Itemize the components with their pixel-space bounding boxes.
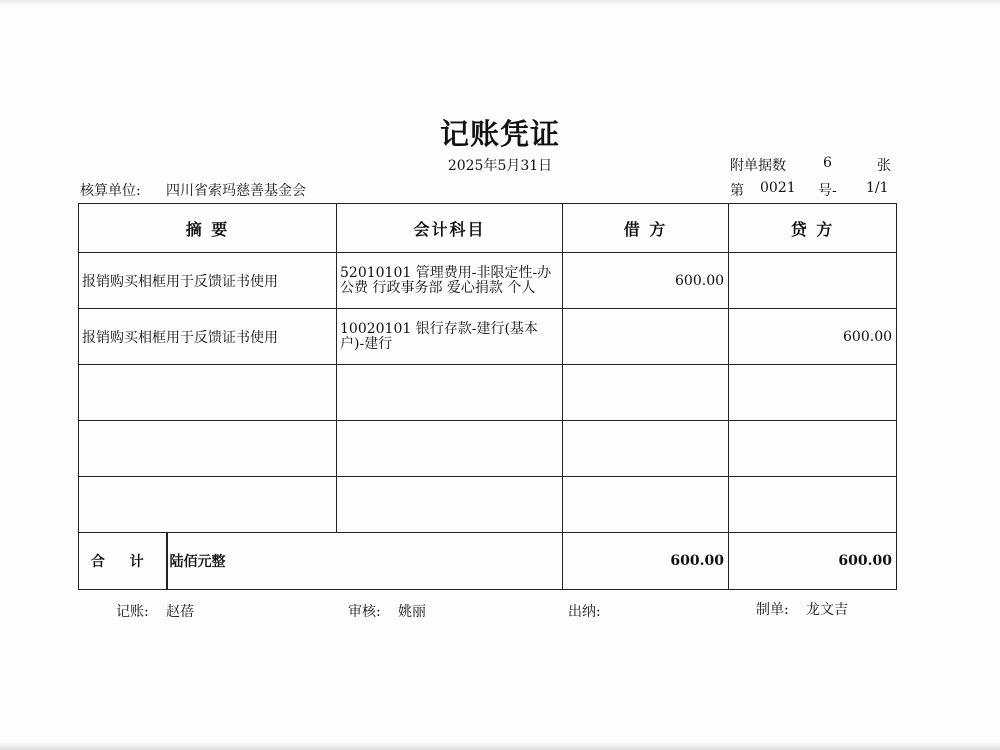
- unit-name: 四川省索玛慈善基金会: [166, 183, 306, 199]
- reviewer-name: 姚丽: [398, 604, 426, 620]
- row-summary: 报销购买相框用于反馈证书使用: [79, 309, 337, 365]
- row-credit: [729, 421, 897, 477]
- table-row: [79, 253, 897, 309]
- row-credit: [729, 365, 897, 421]
- attachment-label: 附单据数: [730, 158, 786, 174]
- voucher-table: [78, 203, 897, 590]
- row-subject: 52010101 管理费用-非限定性-办公费 行政事务部 爱心捐款 个人: [337, 253, 563, 309]
- cashier-label: 出纳:: [568, 604, 601, 620]
- total-row: [79, 533, 897, 590]
- voucher-no-label: 第: [730, 183, 744, 199]
- table-row: [79, 421, 897, 477]
- row-debit: [563, 477, 729, 533]
- row-summary: [79, 421, 337, 477]
- voucher-no-suffix: 号-: [818, 183, 837, 199]
- row-subject: [337, 477, 563, 533]
- total-label: 合 计: [79, 533, 167, 590]
- row-debit: [563, 365, 729, 421]
- attachment-count: 6: [823, 155, 832, 171]
- row-summary: 报销购买相框用于反馈证书使用: [79, 253, 337, 309]
- preparer-label: 制单:: [756, 602, 789, 618]
- row-summary: [79, 477, 337, 533]
- voucher-title: 记账凭证: [439, 117, 560, 151]
- row-credit: [729, 477, 897, 533]
- voucher-no: 0021: [760, 180, 796, 196]
- bookkeeper-name: 赵蓓: [166, 604, 194, 620]
- row-debit: [563, 421, 729, 477]
- table-row: [79, 365, 897, 421]
- unit-label: 核算单位:: [80, 183, 141, 199]
- total-credit: 600.00: [729, 533, 897, 590]
- total-amount-words: 陆佰元整: [167, 533, 563, 590]
- row-subject: [337, 365, 563, 421]
- header-subject: 会计科目: [337, 204, 563, 253]
- page-indicator: 1/1: [866, 180, 889, 196]
- preparer-name: 龙文吉: [806, 602, 848, 618]
- header-summary: 摘 要: [79, 204, 337, 253]
- scan-edge-top: [0, 0, 1000, 6]
- table-row: [79, 309, 897, 365]
- row-debit: [563, 309, 729, 365]
- row-subject: [337, 421, 563, 477]
- table-row: [79, 477, 897, 533]
- total-debit: 600.00: [563, 533, 729, 590]
- row-credit: 600.00: [729, 309, 897, 365]
- reviewer-label: 审核:: [348, 604, 381, 620]
- scan-edge-bottom: [0, 742, 1000, 750]
- table-header-row: [79, 204, 897, 253]
- bookkeeper-label: 记账:: [116, 604, 149, 620]
- row-subject: 10020101 银行存款-建行(基本户)-建行: [337, 309, 563, 365]
- row-credit: [729, 253, 897, 309]
- attachment-unit: 张: [877, 158, 891, 174]
- row-debit: 600.00: [563, 253, 729, 309]
- voucher-date: 2025年5月31日: [447, 158, 553, 174]
- header-credit: 贷 方: [729, 204, 897, 253]
- row-summary: [79, 365, 337, 421]
- header-debit: 借 方: [563, 204, 729, 253]
